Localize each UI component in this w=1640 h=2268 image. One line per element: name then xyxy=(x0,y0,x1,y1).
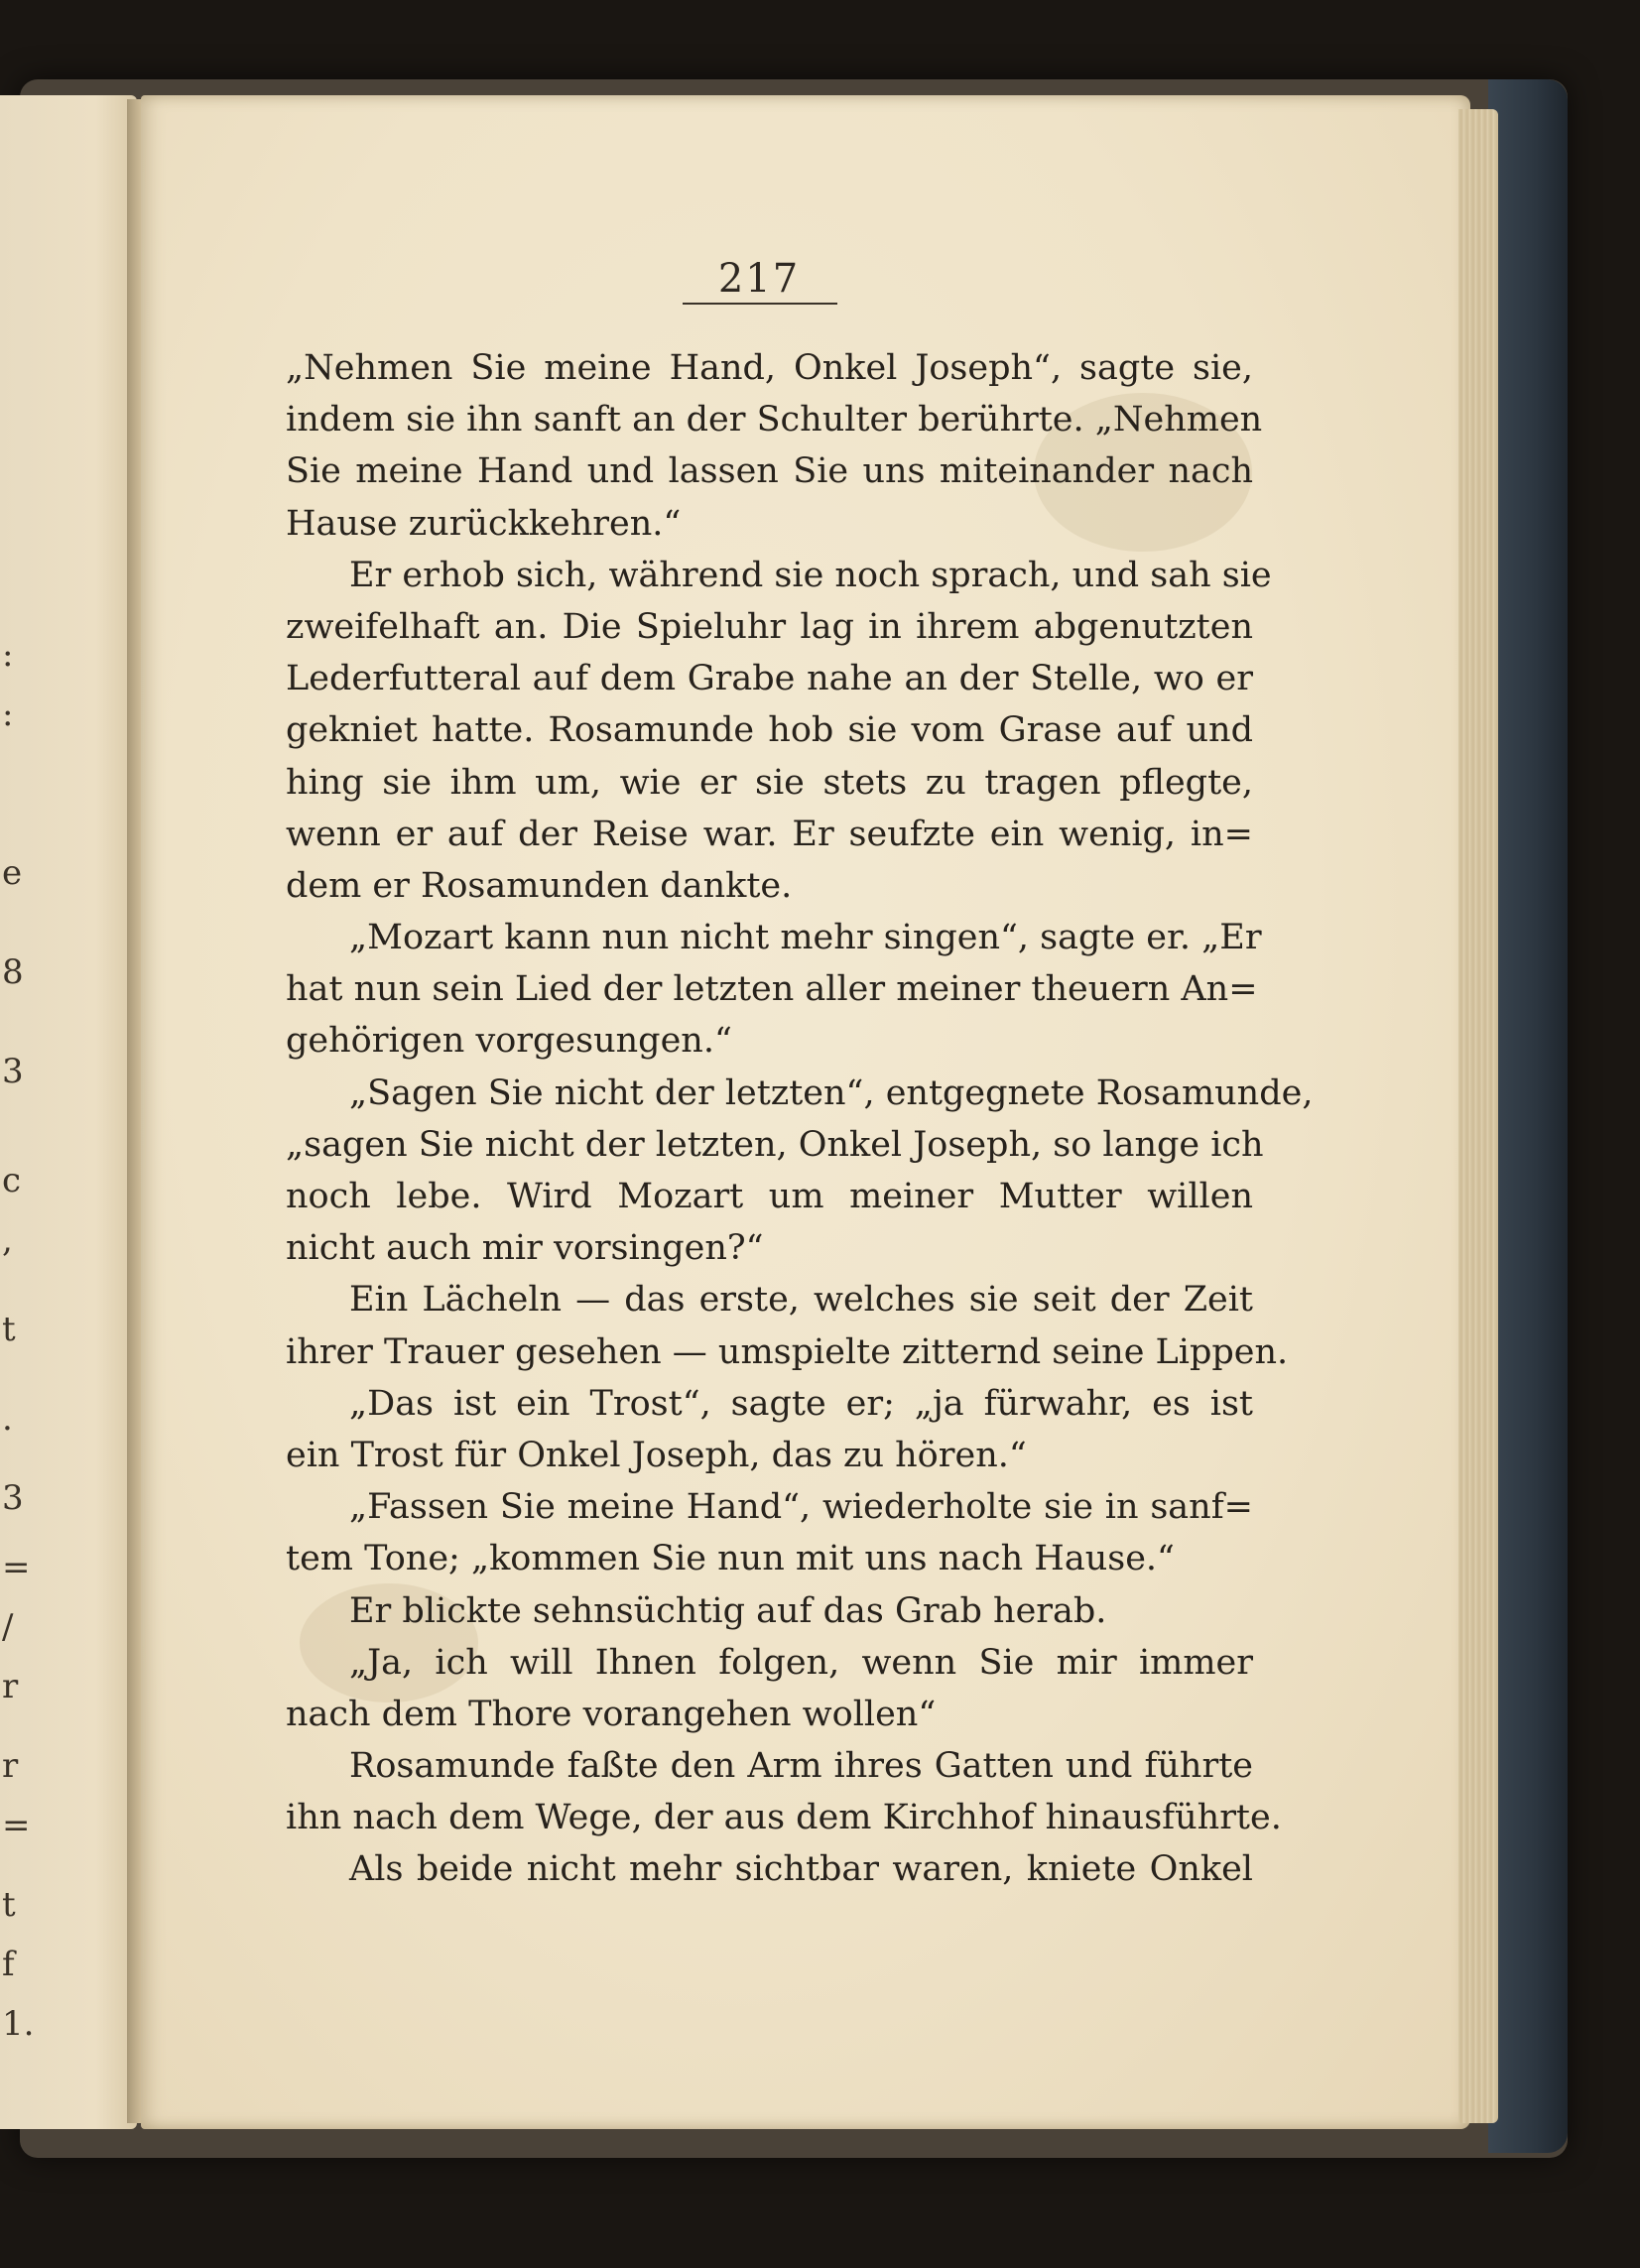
text-line: hat nun sein Lied der letzten aller meiner theuern An= xyxy=(286,969,1258,1010)
text-line: „Sagen Sie nicht der letzten“, entgegnete Rosamunde, xyxy=(349,1072,1314,1113)
text-line: wenn er auf der Reise war. Er seufzte ein wenig, in= xyxy=(286,814,1253,854)
cover-spine-edge xyxy=(1488,79,1568,2153)
text-line: „Nehmen Sie meine Hand, Onkel Joseph“, sagte sie, xyxy=(286,348,1253,388)
text-line: nach dem Thore vorangehen wollen“ xyxy=(286,1694,937,1734)
left-page-fragment: c xyxy=(2,1161,22,1200)
text-line: ein Trost für Onkel Joseph, das zu hören.“ xyxy=(286,1435,1027,1475)
left-page-fragment: f xyxy=(2,1945,15,1984)
text-line: „Mozart kann nun nicht mehr singen“, sagte er. „Er xyxy=(349,918,1262,958)
header-rule xyxy=(683,303,837,305)
left-page-fragment: 3 xyxy=(2,1478,24,1518)
left-page-fragment: : xyxy=(2,635,14,675)
left-page-fragment: , xyxy=(2,1220,13,1260)
left-page-fragment: t xyxy=(2,1885,16,1925)
text-line: „sagen Sie nicht der letzten, Onkel Joseph, so lange ich xyxy=(286,1124,1264,1165)
left-page-fragment: t xyxy=(2,1310,16,1349)
left-page-fragment: 3 xyxy=(2,1052,24,1091)
page-edges xyxy=(1458,109,1498,2123)
left-page-fragment: 1. xyxy=(2,2004,35,2044)
text-line: nicht auch mir vorsingen?“ xyxy=(286,1228,764,1269)
left-page xyxy=(0,95,137,2129)
left-page-fragment: 8 xyxy=(2,952,24,992)
text-line: Er blickte sehnsüchtig auf das Grab herab. xyxy=(349,1590,1107,1631)
body-text xyxy=(286,342,1314,1896)
left-page-fragments xyxy=(0,95,35,2129)
left-page-fragment: . xyxy=(2,1399,13,1439)
left-page-fragment: e xyxy=(2,853,23,893)
text-line: Sie meine Hand und lassen Sie uns miteinander nach xyxy=(286,451,1253,492)
text-line: ihn nach dem Wege, der aus dem Kirchhof hinausführte. xyxy=(286,1798,1282,1838)
left-page-fragment: / xyxy=(2,1607,14,1647)
text-line: Lederfutteral auf dem Grabe nahe an der Stelle, wo er xyxy=(286,659,1253,699)
left-page-fragment: r xyxy=(2,1667,19,1706)
text-line: hing sie ihm um, wie er sie stets zu tragen pflegte, xyxy=(286,762,1253,803)
text-line: indem sie ihn sanft an der Schulter berührte. „Nehmen xyxy=(286,400,1263,441)
text-line: Er erhob sich, während sie noch sprach, und sah sie xyxy=(349,555,1272,595)
page-number: 217 xyxy=(717,256,801,302)
text-line: dem er Rosamunden dankte. xyxy=(286,865,793,906)
text-line: Rosamunde faßte den Arm ihres Gatten und führte xyxy=(349,1746,1253,1787)
text-line: Als beide nicht mehr sichtbar waren, kniete Onkel xyxy=(349,1849,1253,1890)
text-line: ihrer Trauer gesehen — umspielte zitternd seine Lippen. xyxy=(286,1331,1289,1372)
text-line: gehörigen vorgesungen.“ xyxy=(286,1021,732,1062)
text-line: „Fassen Sie meine Hand“, wiederholte sie in sanf= xyxy=(349,1487,1253,1528)
text-line: „Ja, ich will Ihnen folgen, wenn Sie mir immer xyxy=(349,1642,1253,1683)
text-line: tem Tone; „kommen Sie nun mit uns nach Hause.“ xyxy=(286,1539,1175,1579)
text-line: Hause zurückkehren.“ xyxy=(286,503,682,544)
text-line: Ein Lächeln — das erste, welches sie seit der Zeit xyxy=(349,1280,1253,1321)
left-page-fragment: r xyxy=(2,1746,19,1786)
left-page-fragment: = xyxy=(2,1548,31,1587)
text-line: noch lebe. Wird Mozart um meiner Mutter willen xyxy=(286,1177,1253,1216)
text-line: gekniet hatte. Rosamunde hob sie vom Grase auf und xyxy=(286,710,1253,751)
text-line: „Das ist ein Trost“, sagte er; „ja fürwahr, es ist xyxy=(349,1383,1253,1424)
left-page-fragment: : xyxy=(2,694,14,734)
text-line: zweifelhaft an. Die Spieluhr lag in ihrem abgenutzten xyxy=(286,606,1253,647)
left-page-fragment: = xyxy=(2,1806,31,1845)
